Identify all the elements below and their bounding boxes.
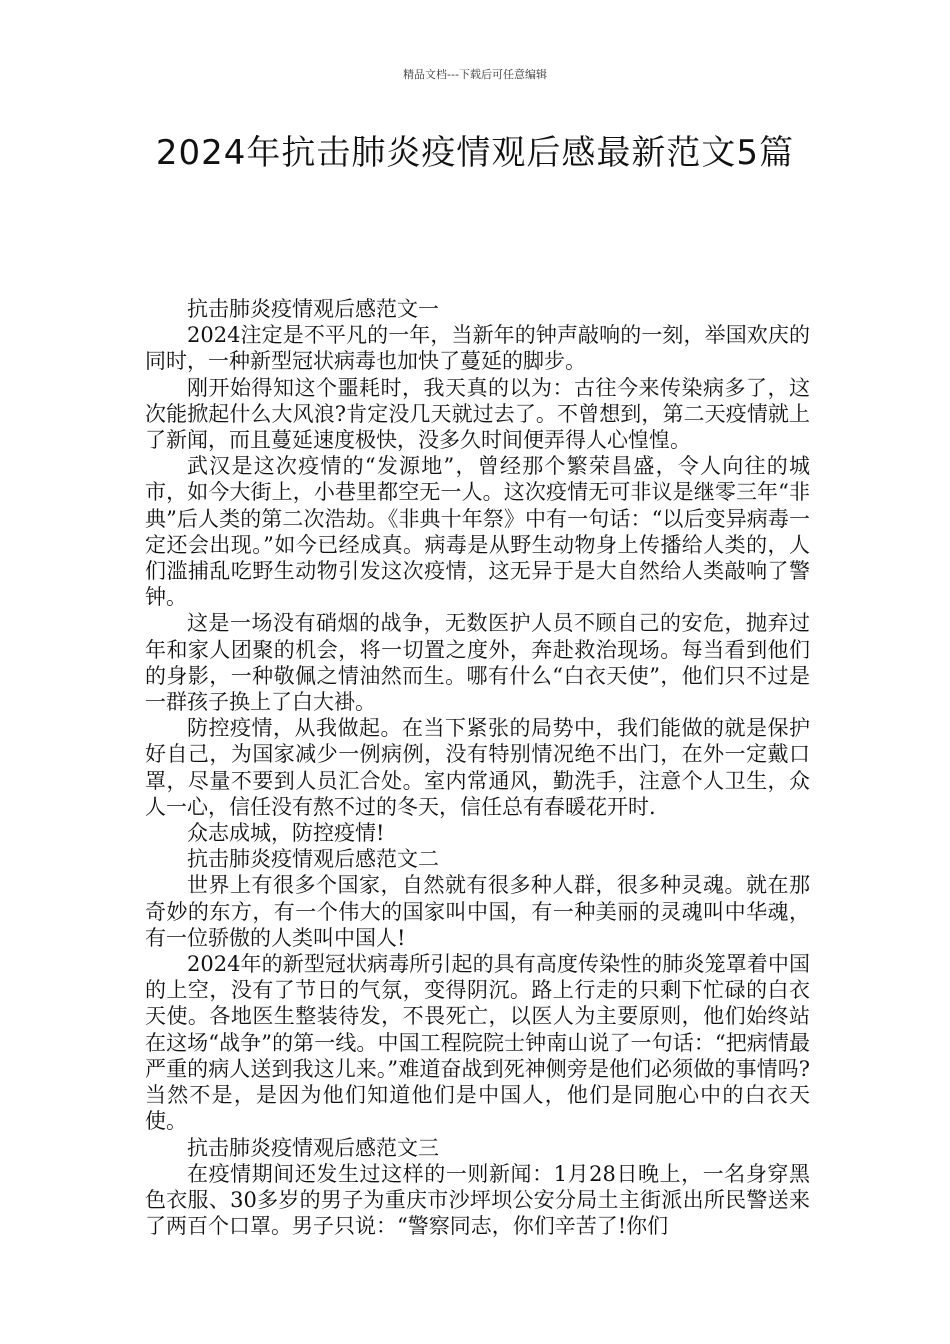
document-title: 2024年抗击肺炎疫情观后感最新范文5篇 [155,133,795,173]
body-paragraph: 这是一场没有硝烟的战争，无数医护人员不顾自己的安危，抛弃过年和家人团聚的机会，将一切置之度外，奔赴救治现场。每当看到他们的身影，一种敬佩之情油然而生。哪有什么“白衣天使”，他们只不过是一群孩子换上了白大褂。 [145,611,810,715]
body-paragraph: 众志成城，防控疫情! [187,821,385,846]
body-paragraph: 在疫情期间还发生过这样的一则新闻：1月28日晚上，一名身穿黑色衣服、30多岁的男子为重庆市沙坪坝公安分局土主街派出所民警送来了两百个口罩。男子只说：“警察同志，你们辛苦了!你们 [145,1161,810,1239]
body-paragraph: 2024注定是不平凡的一年，当新年的钟声敲响的一刻，举国欢庆的同时，一种新型冠状病毒也加快了蔓延的脚步。 [145,323,810,374]
body-paragraph: 世界上有很多个国家，自然就有很多种人群，很多种灵魂。就在那奇妙的东方，有一个伟大的国家叫中国，有一种美丽的灵魂叫中华魂，有一位骄傲的人类叫中国人! [145,873,810,950]
document-body [145,296,810,1239]
section-heading-1: 抗击肺炎疫情观后感范文一 [187,297,439,321]
section-heading-3: 抗击肺炎疫情观后感范文三 [187,1135,439,1160]
body-paragraph: 防控疫情，从我做起。在当下紧张的局势中，我们能做的就是保护好自己，为国家减少一例病例，没有特别情况绝不出门，在外一定戴口罩，尽量不要到人员汇合处。室内常通风，勤洗手，注意个人卫生，众人一心，信任没有熬不过的冬天，信任总有春暖花开时. [145,716,810,819]
page-header-note: 精品文档---下载后可任意编辑 [403,68,547,81]
section-heading-2: 抗击肺炎疫情观后感范文二 [187,847,439,872]
body-paragraph: 2024年的新型冠状病毒所引起的具有高度传染性的肺炎笼罩着中国的上空，没有了节日的气氛，变得阴沉。路上行走的只剩下忙碌的白衣天使。各地医生整装待发，不畏死亡，以医人为主要原则，他们始终站在这场“战争”的第一线。中国工程院院士钟南山说了一句话：“把病情最严重的病人送到我这儿来。”难道奋战到死神侧旁是他们必须做的事情吗?当然不是，是因为他们知道他们是中国人，他们是同胞心中的白衣天使。 [145,952,810,1134]
body-paragraph: 武汉是这次疫情的“发源地”，曾经那个繁荣昌盛，令人向往的城市，如今大街上，小巷里都空无一人。这次疫情无可非议是继零三年“非典”后人类的第二次浩劫。《非典十年祭》中有一句话：“以后变异病毒一定还会出现。”如今已经成真。病毒是从野生动物身上传播给人类的，人们滥捕乱吃野生动物引发这次疫情，这无异于是大自然给人类敲响了警钟。 [145,454,810,610]
body-paragraph: 刚开始得知这个噩耗时，我天真的以为：古往今来传染病多了，这次能掀起什么大风浪?肯定没几天就过去了。不曾想到，第二天疫情就上了新闻，而且蔓延速度极快，没多久时间便弄得人心惶惶。 [145,375,810,453]
